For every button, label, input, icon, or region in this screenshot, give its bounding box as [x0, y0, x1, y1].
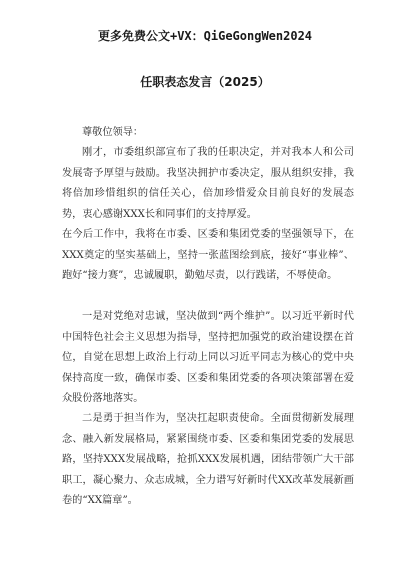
- promo-header: 更多免费公文+VX：QiGeGongWen2024: [97, 29, 313, 43]
- paragraph-4: 二是勇于担当作为，坚决扛起职责使命。全面贯彻新发展理念、融入新发展格局，紧紧围绕市委、区委和集团党委的发展思路，坚持XXX发展战略，抢抓XXX发展机遇，团结带领广大干部职工，凝心聚力、众志成城，全力谱写好新时代XX改革发展新画卷的“XX篇章”。: [62, 413, 354, 506]
- paragraph-1: 刚才，市委组织部宣布了我的任职决定，并对我本人和公司发展寄予厚望与鼓励。我坚决拥护市委决定，服从组织安排，我将倍加珍惜组织的信任关心，倍加珍惜爱众目前良好的发展态势，衷心感谢XXX长和同事们的支持厚爱。: [62, 147, 354, 220]
- paragraph-3: 一是对党绝对忠诚，坚决做到“两个维护”。以习近平新时代中国特色社会主义思想为指导，坚持把加强党的政治建设摆在首位，自觉在思想上政治上行动上同以习近平同志为核心的党中央保持高度一致，确保市委、区委和集团党委的各项决策部署在爱众股份落地落实。: [62, 311, 354, 404]
- document-title: 任职表态发言（2025）: [140, 75, 270, 89]
- paragraph-2: 在今后工作中，我将在市委、区委和集团党委的坚强领导下，在XXX奠定的坚实基础上，坚持一张蓝图绘到底，接好“事业棒”、跑好“接力赛”，忠诚履职，勤勉尽责，以行践诺，不辱使命。: [62, 229, 354, 281]
- salutation: 尊敬位领导：: [82, 127, 144, 138]
